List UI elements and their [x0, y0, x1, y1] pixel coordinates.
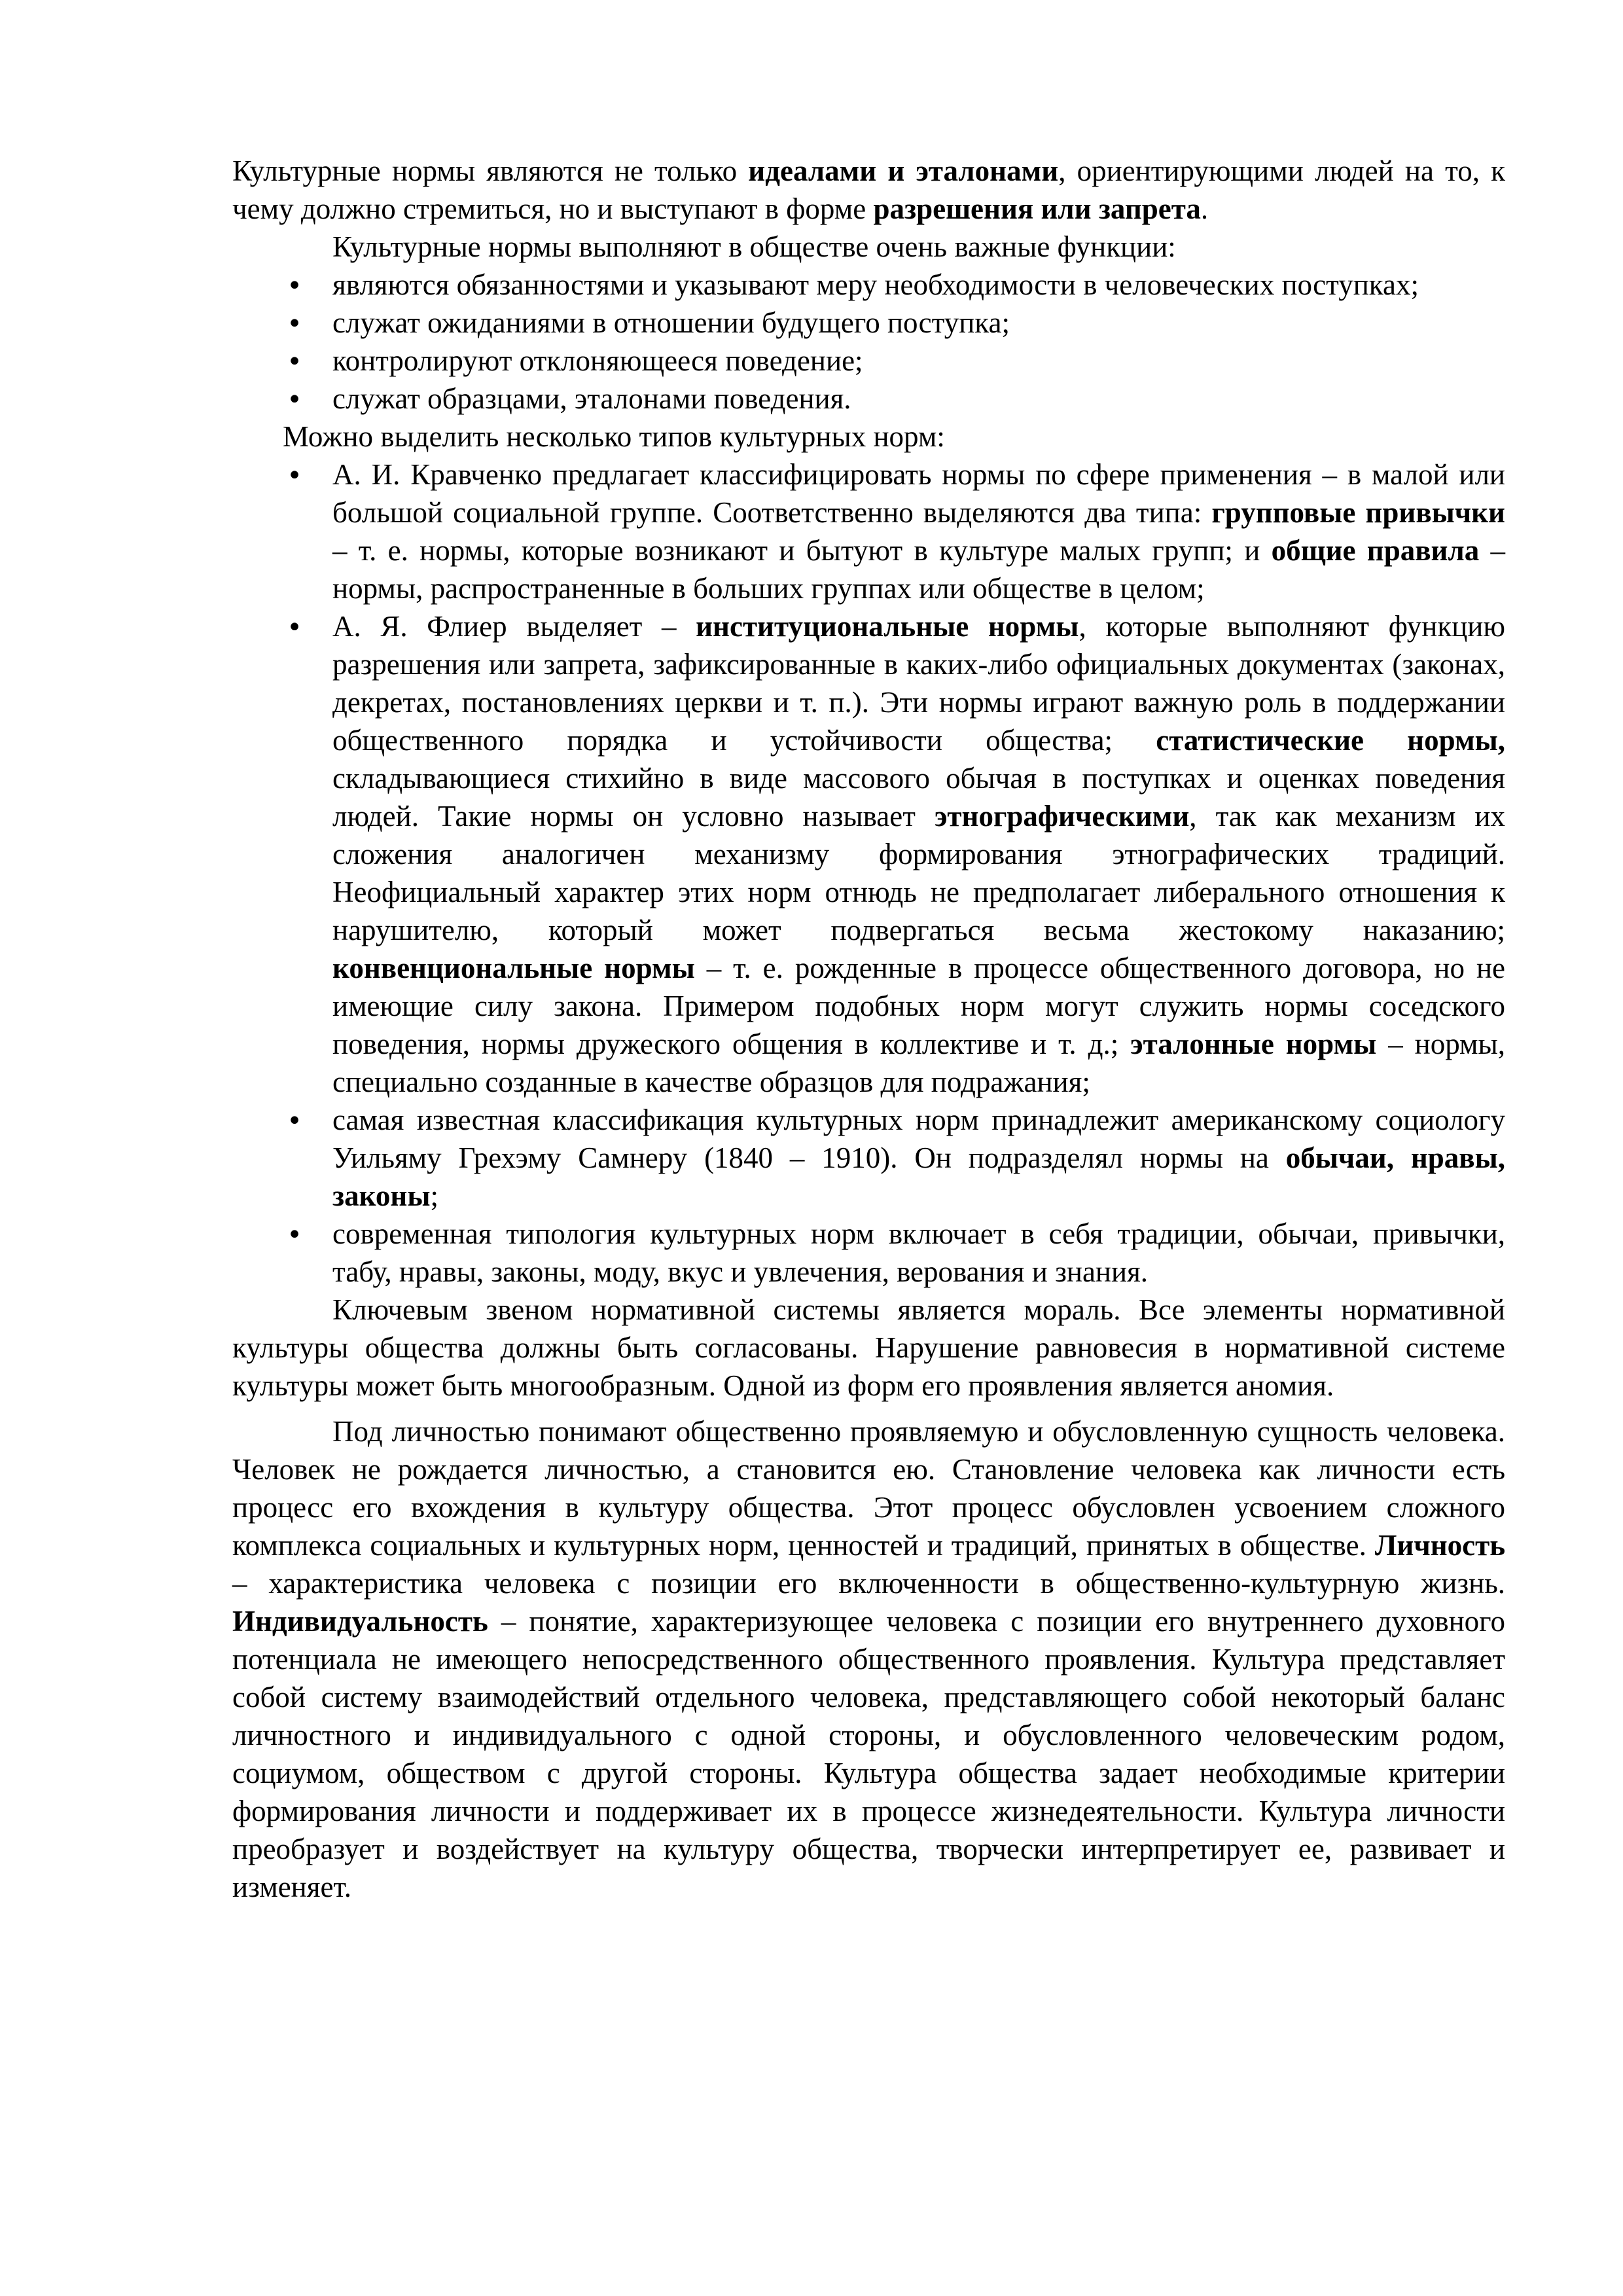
bold-term: эталонные нормы — [1130, 1028, 1377, 1060]
bullet-icon — [285, 266, 304, 305]
bold-term: разрешения или запрета — [873, 192, 1201, 225]
text-run: Культурные нормы являются не только — [232, 154, 749, 187]
functions-list — [232, 266, 1505, 418]
bold-term: общие правила — [1271, 534, 1480, 567]
list-item-modern: • современная типология культурных норм включает в себя традиции, обычаи, привычки, табу, нравы, законы, моду, вкус и увлечения, верования и знания. — [232, 1215, 1505, 1291]
bullet-icon — [285, 607, 304, 647]
bullet-icon — [285, 456, 304, 495]
types-list — [232, 456, 1505, 1291]
intro-paragraph — [232, 152, 1505, 228]
personality-paragraph: Под личностью понимают общественно проявляемую и обусловленную сущность человека. Человек не рождается личностью, а становится ею. Становление человека как личности есть процесс его вхождения в культуру общества. Этот процесс обусловлен усвоением сложного комплекса социальных и культурных норм, ценностей и традиций, принятых в обществе. Личность – характеристика человека с позиции его включенности в общественно-культурную жизнь. Индивидуальность – понятие, характеризующее человека с позиции его внутреннего духовного потенциала не имеющего непосредственного общественного проявления. Культура представляет собой систему взаимодействий отдельного человека, представляющего собой некоторый баланс личностного и индивидуального с одной стороны, и обусловленного человеческим родом, социумом, обществом с другой стороны. Культура общества задает необходимые критерии формирования личности и поддерживает их в процессе жизнедеятельности. Культура личности преобразует и воздействует на культуру общества, творчески интерпретирует ее, развивает и изменяет. — [232, 1415, 1505, 1903]
list-item: • контролируют отклоняющееся поведение; — [232, 342, 1505, 380]
bullet-icon — [285, 1215, 304, 1254]
list-item-sumner: • самая известная классификация культурных норм принадлежит американскому социологу Уильяму Грехэму Самнеру (1840 – 1910). Он подразделял нормы на обычаи, нравы, законы; — [232, 1101, 1505, 1215]
bullet-icon — [285, 380, 304, 419]
bold-term: институциональные нормы — [696, 610, 1079, 643]
bold-term: Индивидуальность — [232, 1605, 488, 1638]
types-intro: Можно выделить несколько типов культурных норм: — [283, 420, 945, 453]
functions-intro: Культурные нормы выполняют в обществе очень важные функции: — [332, 230, 1176, 263]
bold-term: групповые привычки — [1211, 496, 1505, 529]
list-item: • служат образцами, эталонами поведения. — [232, 380, 1505, 418]
document-page — [232, 152, 1505, 1906]
bold-term: конвенциональные нормы — [332, 952, 695, 984]
bold-term: этнографическими — [934, 800, 1190, 833]
bullet-icon — [285, 1101, 304, 1140]
list-item: • служат ожиданиями в отношении будущего поступка; — [232, 304, 1505, 342]
bold-term: идеалами и эталонами — [748, 154, 1059, 187]
morality-paragraph: Ключевым звеном нормативной системы является мораль. Все элементы нормативной культуры общества должны быть согласованы. Нарушение равновесия в нормативной системе культуры может быть многообразным. Одной из форм его проявления является аномия. — [232, 1293, 1505, 1402]
text-run: , ориентирующими людей на то, к чему должно стремиться, но и выступают в форме — [232, 154, 1506, 225]
bullet-icon — [285, 342, 304, 381]
text-run: . — [1200, 192, 1209, 225]
bold-term: статистические нормы, — [1156, 724, 1505, 757]
list-item: • являются обязанностями и указывают меру необходимости в человеческих поступках; — [232, 266, 1505, 304]
bold-term: Личность — [1374, 1529, 1505, 1562]
list-item-kravchenko: • А. И. Кравченко предлагает классифицировать нормы по сфере применения – в малой или большой социальной группе. Соответственно выделяются два типа: групповые привычки – т. е. нормы, которые возникают и бытуют в культуре малых групп; и общие правила – нормы, распространенные в больших группах или обществе в целом; — [232, 456, 1505, 607]
bold-term: обычаи, нравы, законы — [332, 1141, 1505, 1212]
list-item-flier: • А. Я. Флиер выделяет – институциональные нормы, которые выполняют функцию разрешения или запрета, зафиксированные в каких-либо официальных документах (законах, декретах, постановлениях церкви и т. п.). Эти нормы играют важную роль в поддержании общественного порядка и устойчивости общества; статистические нормы, складывающиеся стихийно в виде массового обычая в поступках и оценках поведения людей. Такие нормы он условно называет этнографическими, так как механизм их сложения аналогичен механизму формирования этнографических традиций. Неофициальный характер этих норм отнюдь не предполагает либерального отношения к нарушителю, который может подвергаться весьма жестокому наказанию; конвенциональные нормы – т. е. рожденные в процессе общественного договора, но не имеющие силу закона. Примером подобных норм могут служить нормы соседского поведения, нормы дружеского общения в коллективе и т. д.; эталонные нормы – нормы, специально созданные в качестве образцов для подражания; — [232, 607, 1505, 1101]
bullet-icon — [285, 304, 304, 343]
